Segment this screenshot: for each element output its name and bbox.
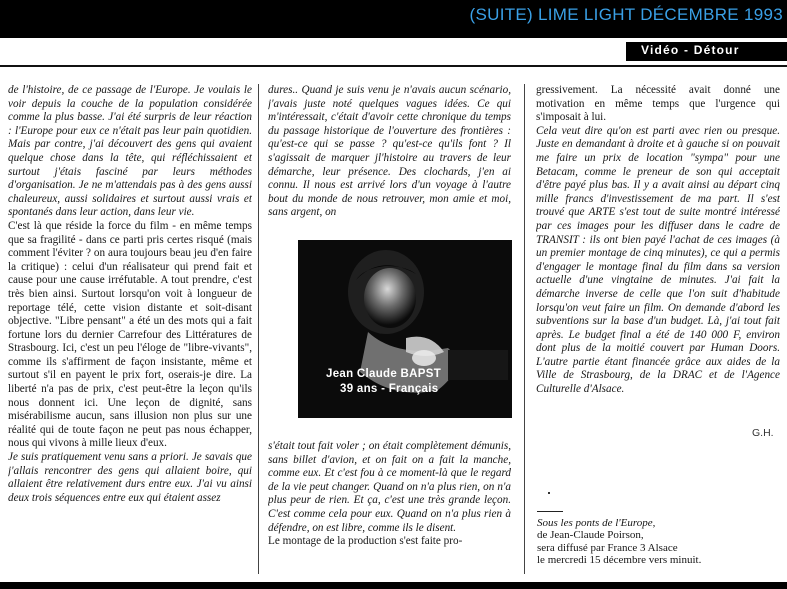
column-1-paragraph-3: Je suis pratiquement venu sans a priori. Je savais que j'allais rencontrer des gens qui allaient boire, qui allaient être relativement durs entre eux. J'ai vu ainsi deux trois séquences entre eux qui étaient assez <box>8 451 252 504</box>
column-2-paragraph-3: Le montage de la production s'est faite pro- <box>268 535 463 548</box>
bottom-banner <box>0 582 787 589</box>
photo-caption-info: 39 ans - Français <box>340 383 439 395</box>
article-column-1 <box>8 84 252 574</box>
photo-caption-name: Jean Claude BAPST <box>326 368 442 380</box>
author-signature: G.H. <box>752 427 774 439</box>
header-rule <box>0 65 787 67</box>
credits-line-4: le mercredi 15 décembre vers minuit. <box>537 554 702 567</box>
scan-speck <box>548 492 550 494</box>
credits-line-1: Sous les ponts de l'Europe, <box>537 517 656 529</box>
column-2-paragraph-1: dures.. Quand je suis venu je n'avais aucun scénario, j'avais juste noté quelques vagues idées. Ce qui m'intéressait, c'était d'avoir cette chronique du temps du passage historique de l'ouverture des frontières : qu'est-ce qui se passe ? qu'est-ce qu'ils font ? Il s'agissait de marquer jl'histoire au travers de leur démarche, leur présence. Des clochards, j'en ai connu. Il nous est arrivé lors d'un voyage à l'autre bout du monde de nous retrouver, mon amie et moi, sans argent, on <box>268 84 511 219</box>
column-divider-2 <box>524 84 525 574</box>
section-tag <box>626 42 787 61</box>
credits-line-2: de Jean-Claude Poirson, <box>537 529 644 542</box>
article-column-2-top <box>268 84 511 254</box>
column-3-paragraph-1: gressivement. La nécessité avait donné une motivation en même temps que l'urgence qui s'imposait à lui. <box>536 84 780 124</box>
column-3-paragraph-2: Cela veut dire qu'on est parti avec rien ou presque. Juste en demandant à droite et à gauche si on pouvait me faire un prix de location "sympa" pour une Betacam, comme le preneur de son qui acceptait d'être payé plus bas. Il y a avait ainsi au départ cinq mille francs d'investissement de ma part. Il s'est trouvé que ARTE s'est tout de suite montré intéressé par ces images pour les diffuser dans le cadre de TRANSIT : ils ont bien payé l'achat de ces images (à un premier montage de cinq minutes), ce qui a permis d'engager le montage final du film dans sa version actuelle d'une vingtaine de minutes. J'ai fait la démarche inverse de celle que l'on suit d'habitude lorsqu'on veut faire un film. On demande d'abord les subventions sur la base d'un budget. Là, j'ai tout fait après. Le budget final a été de 140 000 F, environ dont plus de la moitié couvert par Human Doors. L'autre partie étant financée grâce aux aides de la Ville de Strasbourg, de la DRAC et de l'Agence Culturelle d'Alsace. <box>536 124 780 396</box>
top-banner <box>0 0 787 38</box>
credits-line-3: sera diffusé par France 3 Alsace <box>537 541 678 554</box>
article-column-3 <box>536 84 780 404</box>
broadcast-credits <box>537 517 777 567</box>
section-tag-label: Vidéo - Détour <box>641 43 740 57</box>
column-2-paragraph-2: s'était tout fait voler ; on était complètement démunis, sans billet d'avion, et on fait on a fait la manche, comme eux. Et c'est fou à ce moment-là que le regard de la vie peut changer. Quand on n'a plus rien, on n'a plus peur de rien. Et ça, c'est une très grande leçon. C'est comme cela pour eux. Quand on n'a plus rien à défendre, on est libre, comme ils le disent. <box>268 440 511 534</box>
column-1-paragraph-2: C'est là que réside la force du film - en même temps que sa fragilité - dans ce parti pris certes risqué (mais comment l'éviter ? on aura toujours beau jeu d'en faire la critique) : celui d'un réalisateur qui prend fait et cause pour une cause irréfutable. A tout prendre, c'est très bien ainsi. Surtout lorsqu'on voit à longueur de reportage télé, cette vision distante et soit-disant objective. "Libre pensant" a été un des mots qui a fait fortune lors du dernier Carrefour des Littératures de Strasbourg. Ici, c'est un peu l'éloge de "libre-vivants", comme ils s'affirment de façon insistante, même et surtout s'il en payent le prix fort, oserais-je dire. La liberté n'a pas de prix, c'est peut-être la leçon qu'ils nous donnent ici. Une leçon de dignité, sans misérabilisme aucun, sans illusion non plus sur une réalité qui de toute façon ne peut pas nous échapper, nous qui vivons à mille lieux d'eux. <box>8 219 252 450</box>
page-header-title: (SUITE) LIME LIGHT DÉCEMBRE 1993 <box>469 5 783 24</box>
article-column-2-bottom <box>268 440 511 574</box>
credits-rule <box>537 511 563 512</box>
column-divider-1 <box>258 84 259 574</box>
column-1-paragraph-1: de l'histoire, de ce passage de l'Europe. Je voulais le voir depuis la couche de la population considérée comme la plus basse. J'ai été surpris de leur réaction : l'Europe pour eux ce n'était pas leur pain quotidien. Mais par contre, j'ai découvert des gens qui avaient quelque chose dans la tête, qui réfléchissaient et surtout j'étais fasciné par leurs méthodes d'organisation. Je ne m'attendais pas à des gens aussi chaleureux, aussi solidaires et surtout aussi vrais et spontanés dans leur action, dans leur vie. <box>8 84 252 219</box>
portrait-photo <box>298 240 512 418</box>
